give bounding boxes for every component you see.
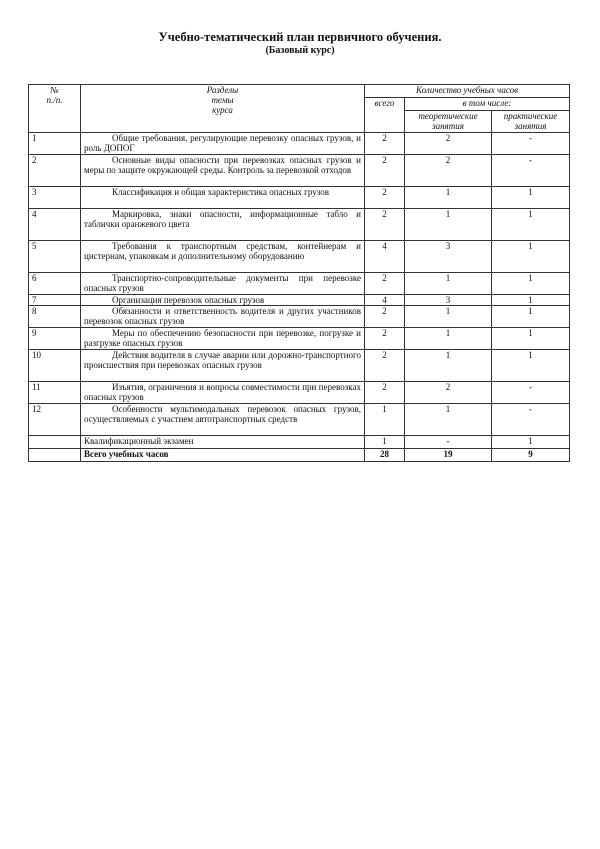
row-number: 4 (29, 209, 81, 241)
page-subtitle: (Базовый курс) (265, 45, 335, 56)
row-total-hours: 2 (365, 382, 405, 404)
row-theory-hours: 1 (405, 209, 492, 241)
row-total-hours: 2 (365, 155, 405, 187)
row-number: 11 (29, 382, 81, 404)
row-practice-hours: - (492, 133, 570, 155)
row-practice-hours: - (492, 404, 570, 436)
row-number: 2 (29, 155, 81, 187)
row-total-hours: 4 (365, 241, 405, 273)
table-row (29, 273, 570, 295)
row-total-hours: 2 (365, 273, 405, 295)
table-row (29, 133, 570, 155)
row-number: 6 (29, 273, 81, 295)
row-number: 10 (29, 350, 81, 382)
row-number (29, 436, 81, 449)
row-number: 12 (29, 404, 81, 436)
row-theory-hours: - (405, 436, 492, 449)
row-practice-hours: 1 (492, 273, 570, 295)
row-practice-hours: 1 (492, 306, 570, 328)
row-practice-hours: - (492, 382, 570, 404)
row-total-hours: 4 (365, 295, 405, 306)
table-row (29, 328, 570, 350)
header-theory: теоретические занятия (405, 111, 492, 133)
row-topic: Особенности мультимодальных перевозок опасных грузов, осуществляемых с участием автотранспортных средств (81, 404, 365, 436)
row-topic: Организация перевозок опасных грузов (81, 295, 365, 306)
row-number: 1 (29, 133, 81, 155)
row-topic: Транспортно-сопроводительные документы при перевозке опасных грузов (81, 273, 365, 295)
table-row (29, 187, 570, 209)
row-theory-hours: 1 (405, 350, 492, 382)
table-row (29, 209, 570, 241)
row-theory-hours: 3 (405, 241, 492, 273)
row-practice-hours: 1 (492, 350, 570, 382)
row-number: 5 (29, 241, 81, 273)
row-topic: Изъятия, ограничения и вопросы совместимости при перевозках опасных грузов (81, 382, 365, 404)
total-label: Всего учебных часов (81, 449, 365, 462)
row-number: 3 (29, 187, 81, 209)
table-row (29, 404, 570, 436)
row-practice-hours: - (492, 155, 570, 187)
table-row (29, 382, 570, 404)
table-row (29, 241, 570, 273)
row-practice-hours: 1 (492, 187, 570, 209)
row-total-hours: 1 (365, 436, 405, 449)
total-hours: 28 (365, 449, 405, 462)
table-row (29, 155, 570, 187)
curriculum-table (28, 84, 570, 462)
row-topic: Квалификационный экзамен (81, 436, 365, 449)
header-hours: Количество учебных часов (365, 85, 570, 98)
header-total: всего (365, 98, 405, 133)
row-theory-hours: 2 (405, 133, 492, 155)
row-total-hours: 2 (365, 328, 405, 350)
row-topic: Требования к транспортным средствам, контейнерам и цистернам, упаковкам и дополнительному оборудованию (81, 241, 365, 273)
row-theory-hours: 1 (405, 328, 492, 350)
header-number: № п./п. (29, 85, 81, 133)
total-theory: 19 (405, 449, 492, 462)
row-theory-hours: 2 (405, 155, 492, 187)
row-topic: Общие требования, регулирующие перевозку опасных грузов, и роль ДОПОГ (81, 133, 365, 155)
page-title: Учебно-тематический план первичного обучения. (158, 30, 442, 44)
row-total-hours: 2 (365, 187, 405, 209)
row-total-hours: 2 (365, 133, 405, 155)
total-practice: 9 (492, 449, 570, 462)
row-topic: Обязанности и ответственность водителя и других участников перевозок опасных грузов (81, 306, 365, 328)
row-theory-hours: 1 (405, 187, 492, 209)
row-topic: Основные виды опасности при перевозках опасных грузов и меры по защите окружающей среды. Контроль за перевозкой отходов (81, 155, 365, 187)
row-total-hours: 1 (365, 404, 405, 436)
row-practice-hours: 1 (492, 328, 570, 350)
row-number: 7 (29, 295, 81, 306)
header-sections: Разделы темы курса (81, 85, 365, 133)
row-practice-hours: 1 (492, 241, 570, 273)
row-practice-hours: 1 (492, 436, 570, 449)
row-topic: Классификация и общая характеристика опасных грузов (81, 187, 365, 209)
row-topic: Маркировка, знаки опасности, информационные табло и таблички оранжевого цвета (81, 209, 365, 241)
header-including: в том числе: (405, 98, 570, 111)
table-row (29, 350, 570, 382)
row-number: 9 (29, 328, 81, 350)
row-total-hours: 2 (365, 350, 405, 382)
row-topic: Меры по обеспечению безопасности при перевозке, погрузке и разгрузке опасных грузов (81, 328, 365, 350)
total-row (29, 449, 570, 462)
row-theory-hours: 1 (405, 404, 492, 436)
table-row (29, 306, 570, 328)
row-number: 8 (29, 306, 81, 328)
table-row (29, 295, 570, 306)
row-total-hours: 2 (365, 306, 405, 328)
total-num (29, 449, 81, 462)
table-row (29, 436, 570, 449)
row-theory-hours: 1 (405, 306, 492, 328)
row-topic: Действия водителя в случае аварии или дорожно-транспортного происшествия при перевозках опасных грузов (81, 350, 365, 382)
row-practice-hours: 1 (492, 209, 570, 241)
header-practice: практические занятия (492, 111, 570, 133)
row-practice-hours: 1 (492, 295, 570, 306)
row-total-hours: 2 (365, 209, 405, 241)
row-theory-hours: 3 (405, 295, 492, 306)
row-theory-hours: 1 (405, 273, 492, 295)
row-theory-hours: 2 (405, 382, 492, 404)
